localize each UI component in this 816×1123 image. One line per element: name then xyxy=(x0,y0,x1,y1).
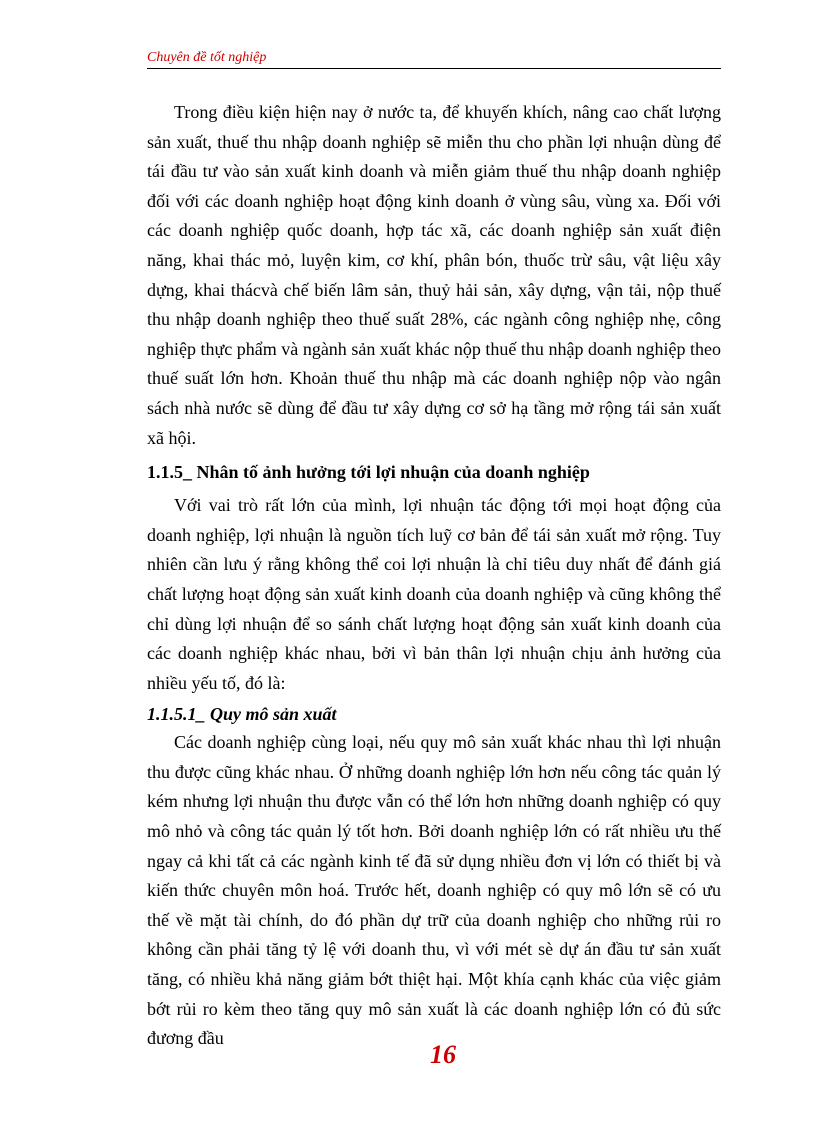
paragraph-tax-incentives: Trong điều kiện hiện nay ở nước ta, để khuyến khích, nâng cao chất lượng sản xuất, thuế thu nhập doanh nghiệp sẽ miễn thu cho phần lợi nhuận dùng để tái đầu tư vào sản xuất kinh doanh và miễn giảm thuế thu nhập doanh nghiệp đối với các doanh nghiệp hoạt động kinh doanh ở vùng sâu, vùng xa. Đối với các doanh nghiệp quốc doanh, hợp tác xã, các doanh nghiệp sản xuất điện năng, khai thác mỏ, luyện kim, cơ khí, phân bón, thuốc trừ sâu, vật liệu xây dựng, khai thácvà chế biến lâm sản, thuỷ hải sản, xây dựng, vận tải, nộp thuế thu nhập doanh nghiệp theo thuế suất 28%, các ngành công nghiệp nhẹ, công nghiệp thực phẩm và ngành sản xuất khác nộp thuế thu nhập doanh nghiệp theo thuế suất lớn hơn. Khoản thuế thu nhập mà các doanh nghiệp nộp vào ngân sách nhà nước sẽ dùng để đầu tư xây dựng cơ sở hạ tầng mở rộng tái sản xuất xã hội. xyxy=(147,102,721,448)
section-heading-1-1-5: 1.1.5_ Nhân tố ảnh hưởng tới lợi nhuận của doanh nghiệp xyxy=(147,462,590,483)
page-number: 16 xyxy=(430,1040,456,1069)
page-header xyxy=(147,48,721,69)
paragraph-production-scale: Các doanh nghiệp cùng loại, nếu quy mô sản xuất khác nhau thì lợi nhuận thu được cũng khác nhau. Ở những doanh nghiệp lớn hơn nếu công tác quản lý kém nhưng lợi nhuận thu được vẫn có thể lớn hơn những doanh nghiệp có quy mô nhỏ và công tác quản lý tốt hơn. Bởi doanh nghiệp lớn có rất nhiều ưu thế ngay cả khi tất cả các ngành kinh tế đã sử dụng nhiều đơn vị lớn có thiết bị và kiến thức chuyên môn hoá. Trước hết, doanh nghiệp có quy mô lớn sẽ có ưu thế về mặt tài chính, do đó phần dự trữ của doanh nghiệp cho những rủi ro không cần phải tăng tỷ lệ với doanh thu, vì với mét sè dự án đầu tư sản xuất tăng, có nhiều khả năng giảm bớt thiệt hại. Một khía cạnh khác của việc giảm bớt rủi ro kèm theo tăng quy mô sản xuất là các doanh nghiệp lớn có đủ sức đương đầu xyxy=(147,732,721,1049)
document-body xyxy=(147,98,721,1054)
header-title: Chuyên đề tốt nghiệp xyxy=(147,50,267,65)
subsection-heading-1-1-5-1: 1.1.5.1_ Quy mô sản xuất xyxy=(147,704,337,725)
paragraph-profit-role: Với vai trò rất lớn của mình, lợi nhuận tác động tới mọi hoạt động của doanh nghiệp, lợi nhuận là nguồn tích luỹ cơ bản để tái sản xuất mở rộng. Tuy nhiên cần lưu ý rằng không thể coi lợi nhuận là chỉ tiêu duy nhất để đánh giá chất lượng hoạt động sản xuất kinh doanh của doanh nghiệp và cũng không thể chỉ dùng lợi nhuận để so sánh chất lượng hoạt động sản xuất kinh doanh của các doanh nghiệp khác nhau, bởi vì bản thân lợi nhuận chịu ảnh hưởng của nhiều yếu tố, đó là: xyxy=(147,495,721,693)
